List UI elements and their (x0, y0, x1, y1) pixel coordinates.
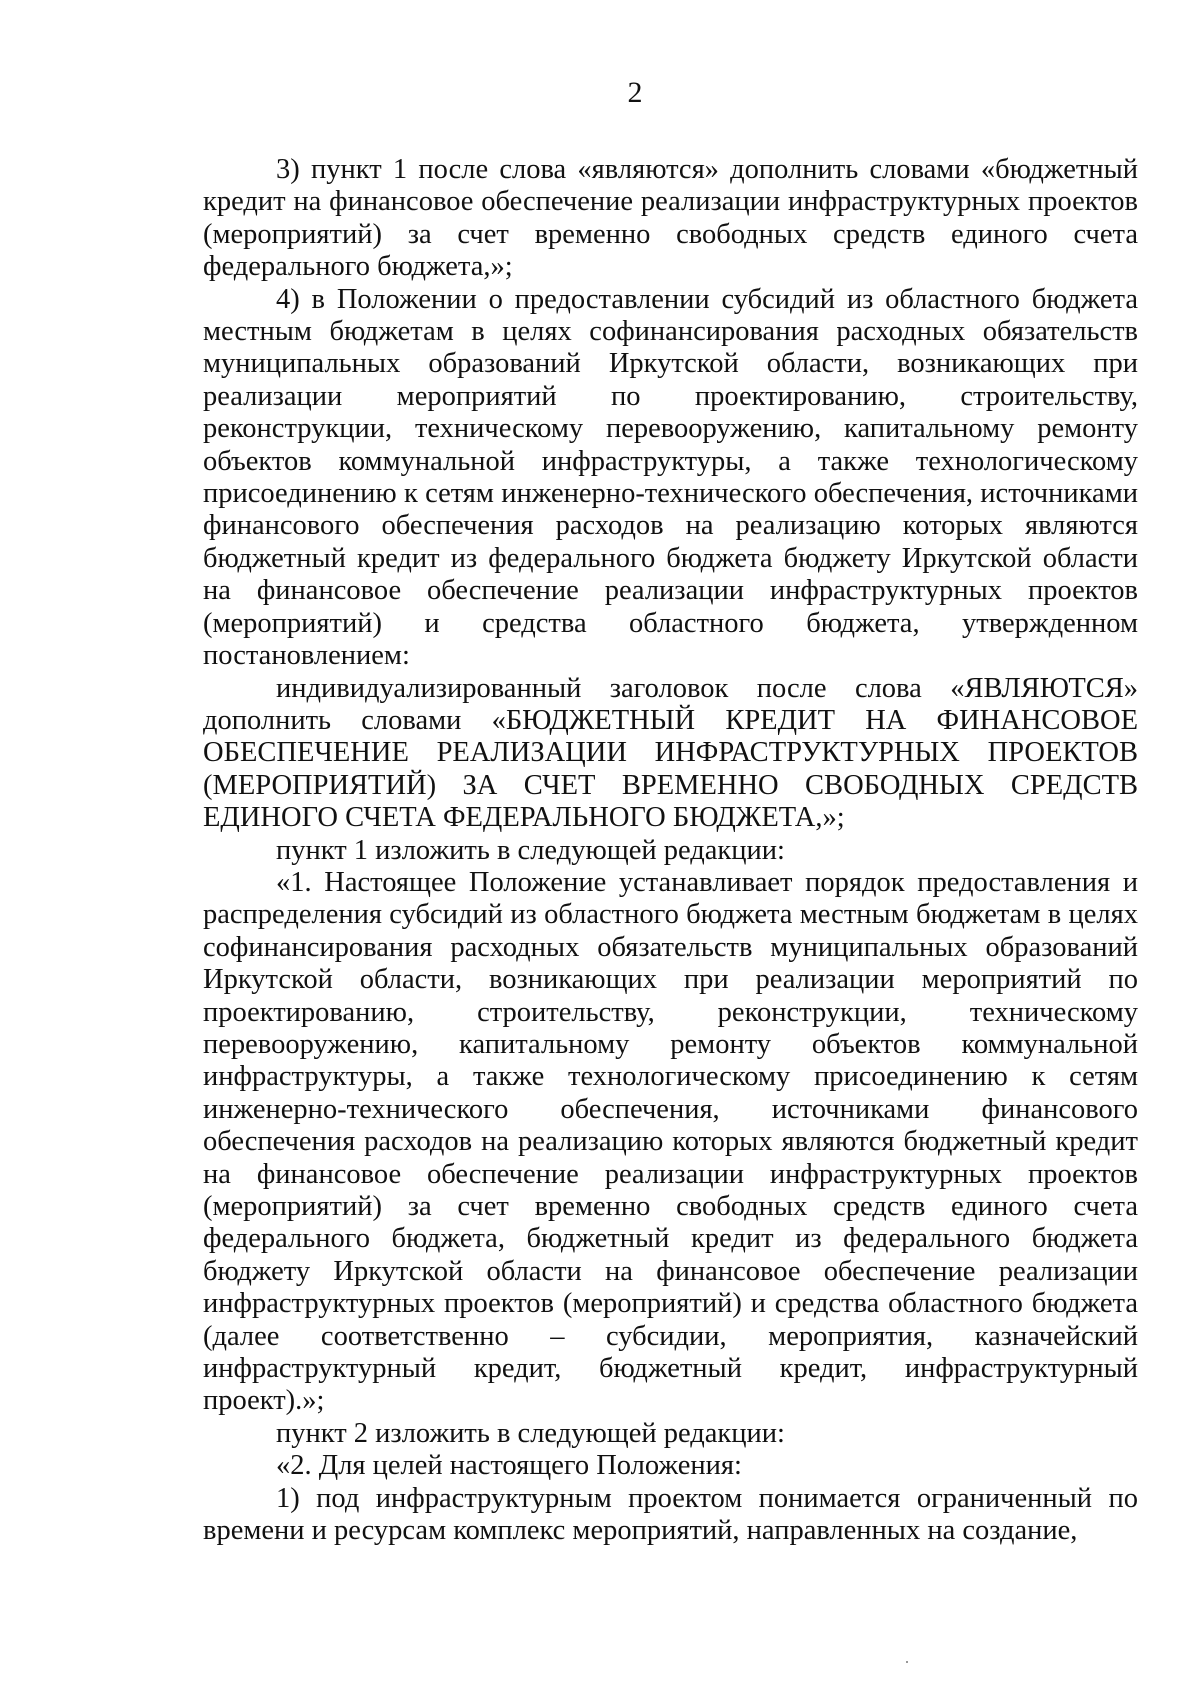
document-body (203, 154, 1138, 1547)
paragraph-title-amendment: индивидуализированный заголовок после слова «ЯВЛЯЮТСЯ» дополнить словами «БЮДЖЕТНЫЙ КРЕДИТ НА ФИНАНСОВОЕ ОБЕСПЕЧЕНИЕ РЕАЛИЗАЦИИ ИНФРАСТРУКТУРНЫХ ПРОЕКТОВ (МЕРОПРИЯТИЙ) ЗА СЧЕТ ВРЕМЕННО СВОБОДНЫХ СРЕДСТВ ЕДИНОГО СЧЕТА ФЕДЕРАЛЬНОГО БЮДЖЕТА,»; (203, 672, 1138, 834)
page-number: 2 (627, 76, 643, 109)
paragraph-subpoint-1: 1) под инфраструктурным проектом понимается ограниченный по времени и ресурсам комплекс мероприятий, направленных на создание, (203, 1482, 1138, 1547)
paragraph-point-2-intro: пункт 2 изложить в следующей редакции: (276, 1417, 785, 1449)
paragraph-point-1-text: «1. Настоящее Положение устанавливает порядок предоставления и распределения субсидий из областного бюджета местным бюджетам в целях софинансирования расходных обязательств муниципальных образований Иркутской области, возникающих при реализации мероприятий по проектированию, строительству, реконструкции, техническому перевооружению, капитальному ремонту объектов коммунальной инфраструктуры, а также технологическому присоединению к сетям инженерно-технического обеспечения, источниками финансового обеспечения расходов на реализацию которых являются бюджетный кредит на финансовое обеспечение реализации инфраструктурных проектов (мероприятий) за счет временно свободных средств единого счета федерального бюджета, бюджетный кредит из федерального бюджета бюджету Иркутской области на финансовое обеспечение реализации инфраструктурных проектов (мероприятий) и средства областного бюджета (далее соответственно – субсидии, мероприятия, казначейский инфраструктурный кредит, бюджетный кредит, инфраструктурный проект).»; (203, 866, 1138, 1417)
scan-speck (906, 1661, 908, 1663)
paragraph-point-2-heading: «2. Для целей настоящего Положения: (276, 1450, 742, 1482)
paragraph-point-1-intro: пункт 1 изложить в следующей редакции: (276, 834, 785, 866)
paragraph-item-3: 3) пункт 1 после слова «являются» дополнить словами «бюджетный кредит на финансовое обеспечение реализации инфраструктурных проектов (мероприятий) за счет временно свободных средств единого счета федерального бюджета,»; (203, 154, 1138, 283)
paragraph-item-4: 4) в Положении о предоставлении субсидий из областного бюджета местным бюджетам в целях софинансирования расходных обязательств муниципальных образований Иркутской области, возникающих при реализации мероприятий по проектированию, строительству, реконструкции, техническому перевооружению, капитальному ремонту объектов коммунальной инфраструктуры, а также технологическому присоединению к сетям инженерно-технического обеспечения, источниками финансового обеспечения расходов на реализацию которых являются бюджетный кредит из федерального бюджета бюджету Иркутской области на финансовое обеспечение реализации инфраструктурных проектов (мероприятий) и средства областного бюджета, утвержденном постановлением: (203, 283, 1138, 672)
